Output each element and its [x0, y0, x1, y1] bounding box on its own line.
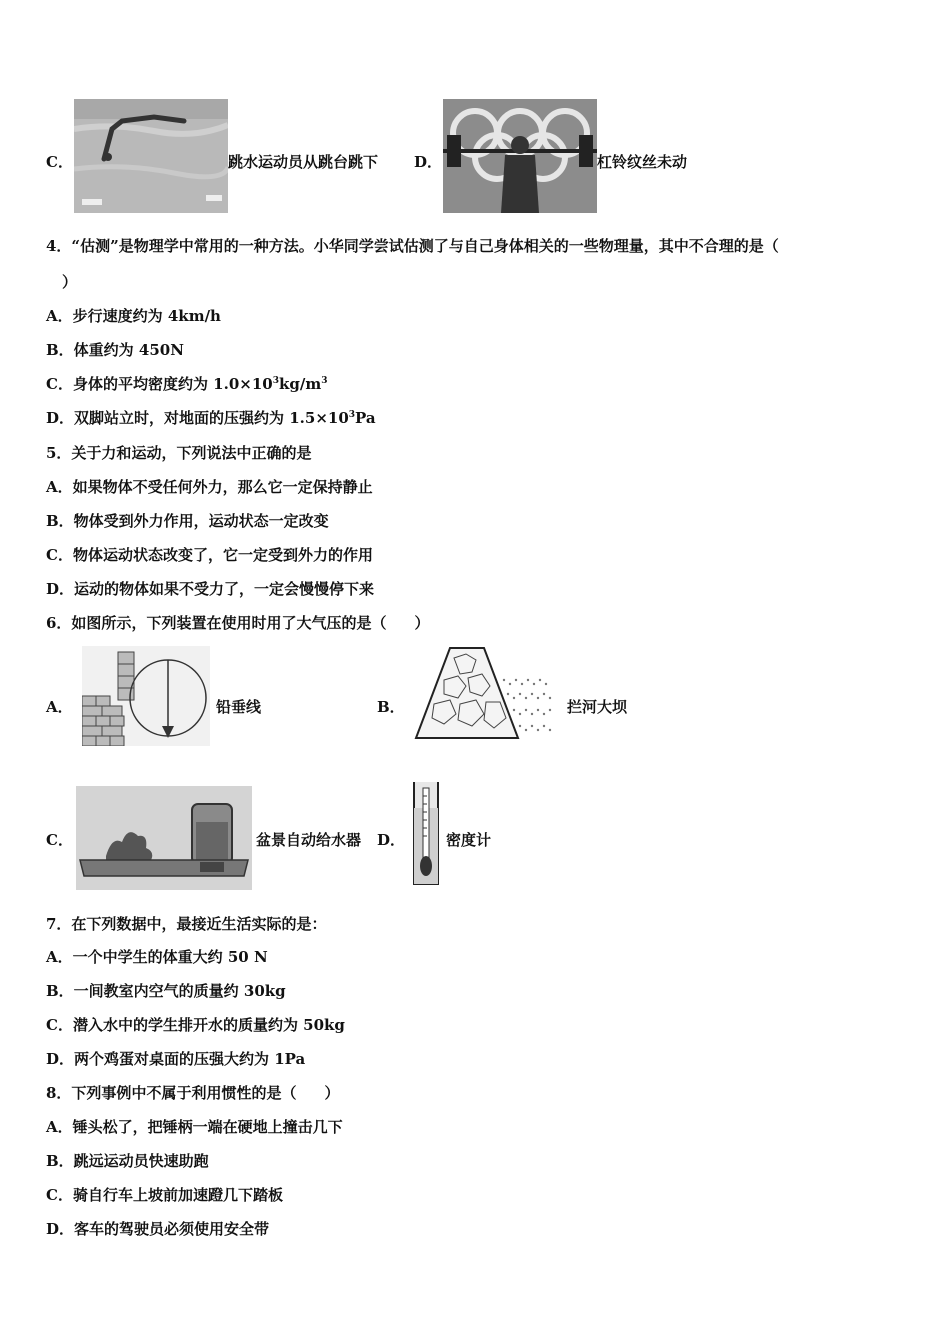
q6-option-c-text: 盆景自动给水器	[256, 831, 362, 849]
q7-option-c: C．潜入水中的学生排开水的质量约为 50kg	[46, 1016, 345, 1034]
q5-option-b: B．物体受到外力作用，运动状态一定改变	[46, 512, 329, 530]
auto-waterer-drawing	[76, 786, 252, 890]
q6-option-a-letter: A．	[46, 698, 73, 716]
q4-stem-line2: ）	[62, 273, 78, 291]
q3-option-c-letter: C．	[46, 153, 73, 171]
q3-option-d-text: 杠铃纹丝未动	[597, 153, 688, 171]
q3-option-c-text: 跳水运动员从跳台跳下	[228, 153, 379, 171]
q6-option-d-text: 密度计	[446, 831, 492, 849]
hydrometer-drawing	[410, 780, 442, 888]
weightlifter-photo	[443, 99, 597, 213]
q6-option-d-letter: D．	[377, 831, 406, 849]
q7-option-b: B．一间教室内空气的质量约 30kg	[46, 982, 286, 1000]
q5-option-d: D．运动的物体如果不受力了，一定会慢慢停下来	[46, 580, 375, 598]
q8-option-c: C．骑自行车上坡前加速蹬几下踏板	[46, 1186, 283, 1204]
q6-option-b-text: 拦河大坝	[567, 698, 628, 716]
q3-option-d-letter: D．	[414, 153, 443, 171]
q8-option-a: A．锤头松了，把锤柄一端在硬地上撞击几下	[46, 1118, 343, 1136]
q7-option-a: A．一个中学生的体重大约 50 N	[46, 948, 268, 966]
q4-option-a: A．步行速度约为 4km/h	[46, 307, 221, 325]
plumb-line-drawing	[82, 646, 210, 746]
q6-stem: 6．如图所示，下列装置在使用时用了大气压的是（ ）	[46, 614, 430, 632]
q8-stem: 8．下列事例中不属于利用惯性的是（ ）	[46, 1084, 340, 1102]
q6-option-b-letter: B．	[377, 698, 405, 716]
q5-stem: 5．关于力和运动，下列说法中正确的是	[46, 444, 312, 462]
q7-option-d: D．两个鸡蛋对桌面的压强大约为 1Pa	[46, 1050, 306, 1068]
q5-option-a: A．如果物体不受任何外力，那么它一定保持静止	[46, 478, 373, 496]
dam-drawing	[414, 644, 558, 740]
q4-option-d: D．双脚站立时，对地面的压强约为 $1.5\times 10^3Pa$	[46, 409, 376, 427]
q4-option-b: B．体重约为 450N	[46, 341, 184, 359]
diver-photo	[74, 99, 228, 213]
q4-stem-line1: 4．“估测”是物理学中常用的一种方法。小华同学尝试估测了与自己身体相关的一些物理量，其中不合理的是（	[46, 237, 779, 255]
q6-option-a-text: 铅垂线	[216, 698, 262, 716]
q5-option-c: C．物体运动状态改变了，它一定受到外力的作用	[46, 546, 373, 564]
q6-option-c-letter: C．	[46, 831, 73, 849]
q7-stem: 7．在下列数据中，最接近生活实际的是：	[46, 915, 327, 933]
q8-option-d: D．客车的驾驶员必须使用安全带	[46, 1220, 270, 1238]
q4-option-c: C．身体的平均密度约为 $1.0\times 10^3kg/m^3$	[46, 375, 328, 393]
q8-option-b: B．跳远运动员快速助跑	[46, 1152, 209, 1170]
